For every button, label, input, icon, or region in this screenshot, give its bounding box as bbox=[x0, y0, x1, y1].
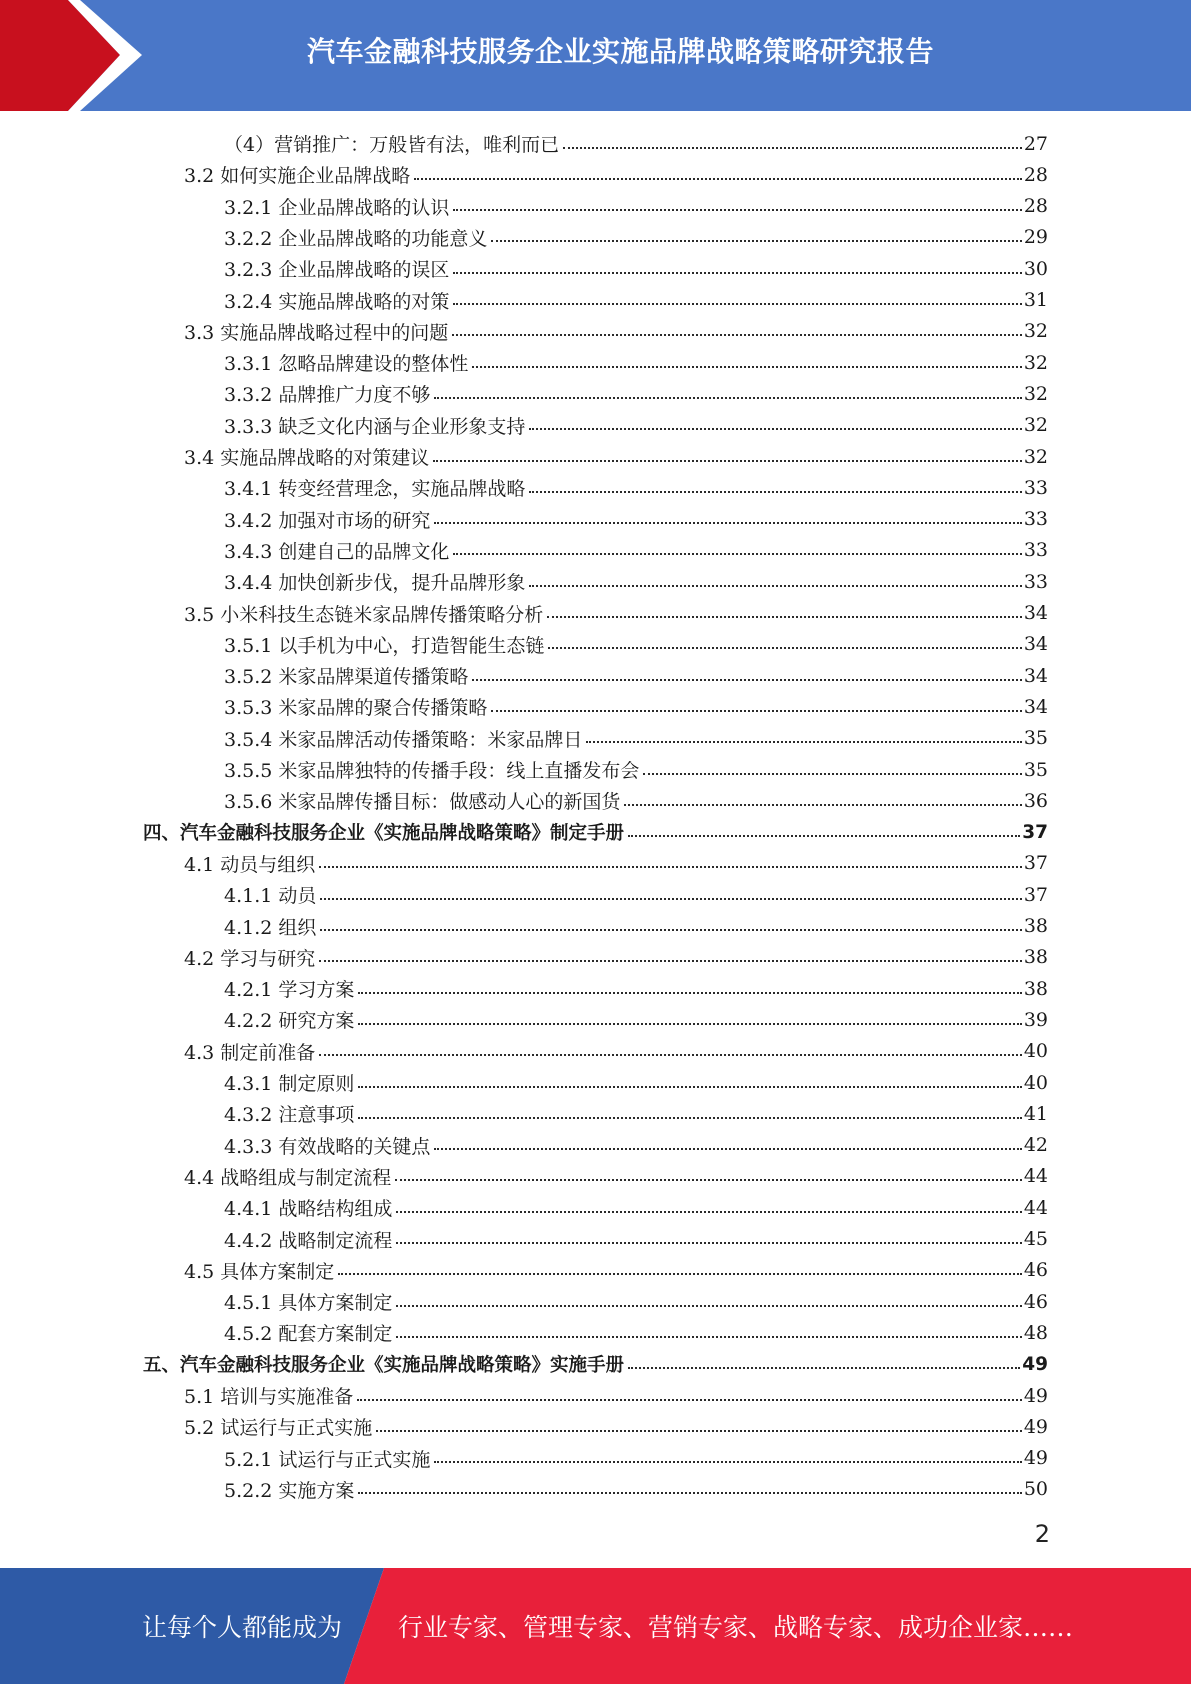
toc-entry-page: 50 bbox=[1023, 1478, 1048, 1501]
toc-entry-page: 37 bbox=[1023, 852, 1048, 875]
toc-entry[interactable] bbox=[224, 660, 1048, 691]
toc-entry[interactable] bbox=[184, 1255, 1048, 1286]
toc-entry[interactable] bbox=[224, 691, 1048, 722]
header-arrow-decoration bbox=[0, 0, 160, 111]
toc-entry[interactable] bbox=[184, 1411, 1048, 1442]
toc-entry-title: 3.3.2 品牌推广力度不够 bbox=[224, 384, 431, 407]
toc-entry-title: 3.2.4 实施品牌战略的对策 bbox=[224, 290, 450, 313]
footer-slogan-left: 让每个人都能成为 bbox=[142, 1613, 343, 1642]
toc-entry[interactable] bbox=[224, 1286, 1048, 1317]
toc-entry-page: 32 bbox=[1023, 320, 1048, 343]
toc-entry-page: 44 bbox=[1023, 1165, 1048, 1188]
toc-entry[interactable] bbox=[224, 378, 1048, 409]
toc-entry-page: 44 bbox=[1023, 1196, 1048, 1219]
toc-dot-leader bbox=[320, 928, 1021, 931]
toc-entry-title: 4.3.1 制定原则 bbox=[224, 1073, 355, 1095]
toc-dot-leader bbox=[358, 991, 1021, 994]
toc-entry[interactable] bbox=[224, 222, 1048, 253]
toc-entry-title: 4.4.1 战略结构组成 bbox=[224, 1198, 393, 1221]
toc-dot-leader bbox=[453, 271, 1021, 274]
toc-dot-leader bbox=[453, 208, 1021, 211]
toc-entry-page: 46 bbox=[1023, 1290, 1048, 1313]
toc-entry-page: 32 bbox=[1023, 445, 1048, 468]
toc-entry-title: 3.5.3 米家品牌的聚合传播策略 bbox=[224, 697, 488, 720]
toc-dot-leader bbox=[396, 1241, 1021, 1244]
toc-dot-leader bbox=[628, 834, 1020, 837]
toc-entry[interactable] bbox=[184, 1036, 1048, 1067]
toc-dot-leader bbox=[472, 365, 1021, 368]
toc-entry-title: 4.1.1 动员 bbox=[224, 885, 317, 908]
toc-dot-leader bbox=[358, 1491, 1021, 1494]
toc-dot-leader bbox=[452, 333, 1022, 336]
toc-dot-leader bbox=[547, 615, 1022, 618]
toc-entry[interactable] bbox=[224, 754, 1048, 785]
toc-entry-title: 3.4.3 创建自己的品牌文化 bbox=[224, 540, 450, 563]
toc-dot-leader bbox=[434, 521, 1021, 524]
toc-entry-page: 30 bbox=[1023, 257, 1048, 280]
toc-entry-title: 4.3 制定前准备 bbox=[184, 1041, 316, 1064]
toc-entry-title: 5.1 培训与实施准备 bbox=[184, 1386, 354, 1408]
footer-slogan-right: 行业专家、管理专家、营销专家、战略专家、成功企业家…… bbox=[398, 1613, 1074, 1642]
toc-entry-title: 五、汽车金融科技服务企业《实施品牌战略策略》实施手册 bbox=[143, 1355, 625, 1377]
toc-dot-leader bbox=[491, 709, 1021, 712]
toc-entry-page: 35 bbox=[1023, 727, 1048, 750]
toc-entry-title: 3.2.3 企业品牌战略的误区 bbox=[224, 259, 450, 282]
toc-entry[interactable] bbox=[224, 879, 1048, 910]
toc-entry[interactable] bbox=[143, 817, 1048, 848]
toc-entry[interactable] bbox=[224, 128, 1048, 159]
toc-entry-title: 3.5.4 米家品牌活动传播策略：米家品牌日 bbox=[224, 728, 583, 751]
toc-entry-title: 4.5.2 配套方案制定 bbox=[224, 1323, 393, 1346]
toc-entry[interactable] bbox=[224, 785, 1048, 816]
toc-dot-leader bbox=[453, 302, 1021, 305]
toc-entry-title: 5.2 试运行与正式实施 bbox=[184, 1417, 373, 1440]
toc-entry-page: 40 bbox=[1023, 1071, 1048, 1094]
toc-dot-leader bbox=[586, 740, 1021, 743]
toc-entry[interactable] bbox=[224, 1098, 1048, 1129]
toc-entry-title: 3.3 实施品牌战略过程中的问题 bbox=[184, 321, 449, 344]
report-title: 汽车金融科技服务企业实施品牌战略策略研究报告 bbox=[306, 35, 934, 68]
toc-dot-leader bbox=[320, 897, 1021, 900]
toc-entry-title: 3.4.2 加强对市场的研究 bbox=[224, 509, 431, 532]
toc-entry-title: 4.5 具体方案制定 bbox=[184, 1260, 335, 1283]
toc-entry[interactable] bbox=[224, 723, 1048, 754]
toc-dot-leader bbox=[357, 1398, 1022, 1401]
toc-entry-page: 38 bbox=[1023, 977, 1048, 1000]
toc-dot-leader bbox=[624, 803, 1021, 806]
toc-entry-page: 28 bbox=[1023, 163, 1048, 186]
toc-entry-title: 4.3.2 注意事项 bbox=[224, 1104, 355, 1127]
toc-entry-title: 四、汽车金融科技服务企业《实施品牌战略策略》制定手册 bbox=[143, 823, 625, 845]
toc-entry-title: 4.2.2 研究方案 bbox=[224, 1010, 355, 1033]
toc-entry[interactable] bbox=[224, 1192, 1048, 1223]
toc-entry[interactable] bbox=[224, 566, 1048, 597]
toc-dot-leader bbox=[433, 459, 1022, 462]
toc-entry-page: 45 bbox=[1023, 1228, 1048, 1250]
toc-entry-page: 31 bbox=[1023, 289, 1048, 311]
toc-entry-page: 42 bbox=[1023, 1134, 1048, 1157]
toc-entry[interactable] bbox=[224, 191, 1048, 222]
toc-entry[interactable] bbox=[224, 410, 1048, 441]
page-header bbox=[0, 0, 1191, 111]
toc-entry[interactable] bbox=[224, 1130, 1048, 1161]
toc-entry-page: 32 bbox=[1023, 382, 1048, 405]
toc-dot-leader bbox=[491, 239, 1021, 242]
toc-entry-page: 37 bbox=[1022, 821, 1048, 843]
toc-entry-title: 4.1.2 组织 bbox=[224, 916, 317, 939]
toc-entry-title: 3.4.4 加快创新步伐，提升品牌形象 bbox=[224, 572, 526, 595]
toc-entry[interactable] bbox=[184, 848, 1048, 879]
toc-entry-page: 36 bbox=[1023, 789, 1048, 812]
toc-entry[interactable] bbox=[224, 1443, 1048, 1474]
toc-entry[interactable] bbox=[224, 629, 1048, 660]
toc-entry[interactable] bbox=[224, 973, 1048, 1004]
toc-entry-page: 38 bbox=[1023, 915, 1048, 937]
toc-dot-leader bbox=[358, 1116, 1021, 1119]
toc-entry-title: 3.5 小米科技生态链米家品牌传播策略分析 bbox=[184, 603, 544, 626]
toc-dot-leader bbox=[453, 552, 1021, 555]
toc-entry[interactable] bbox=[224, 472, 1048, 503]
toc-entry[interactable] bbox=[224, 347, 1048, 378]
toc-entry[interactable] bbox=[184, 942, 1048, 973]
toc-entry-page: 33 bbox=[1023, 476, 1048, 499]
toc-dot-leader bbox=[376, 1429, 1022, 1432]
toc-dot-leader bbox=[396, 1210, 1021, 1213]
toc-entry[interactable] bbox=[184, 1380, 1048, 1411]
toc-dot-leader bbox=[472, 678, 1021, 681]
toc-entry-title: 4.3.3 有效战略的关键点 bbox=[224, 1135, 431, 1158]
toc-dot-leader bbox=[434, 396, 1021, 399]
toc-entry-title: 4.5.1 具体方案制定 bbox=[224, 1292, 393, 1315]
toc-dot-leader bbox=[396, 1304, 1021, 1307]
toc-entry[interactable] bbox=[224, 911, 1048, 942]
toc-dot-leader bbox=[563, 146, 1022, 149]
toc-entry-title: 3.3.3 缺乏文化内涵与企业形象支持 bbox=[224, 415, 526, 438]
toc-entry-title: 3.2.1 企业品牌战略的认识 bbox=[224, 196, 450, 219]
toc-dot-leader bbox=[358, 1022, 1021, 1025]
toc-entry-page: 39 bbox=[1023, 1008, 1048, 1031]
toc-entry-page: 49 bbox=[1022, 1353, 1048, 1375]
toc-dot-leader bbox=[529, 427, 1021, 430]
toc-entry-page: 49 bbox=[1023, 1415, 1048, 1438]
toc-entry-title: 3.4.1 转变经营理念，实施品牌战略 bbox=[224, 478, 526, 501]
page-number: 2 bbox=[1034, 1520, 1050, 1548]
toc-entry-page: 34 bbox=[1023, 602, 1048, 624]
toc-entry-page: 49 bbox=[1023, 1447, 1048, 1470]
toc-entry-page: 27 bbox=[1023, 132, 1048, 155]
toc-entry[interactable] bbox=[184, 598, 1048, 629]
toc-entry[interactable] bbox=[224, 253, 1048, 284]
toc-dot-leader bbox=[529, 490, 1021, 493]
toc-entry[interactable] bbox=[224, 1067, 1048, 1098]
toc-entry-page: 29 bbox=[1023, 226, 1048, 249]
toc-entry-page: 34 bbox=[1023, 633, 1048, 656]
toc-entry-title: 3.2.2 企业品牌战略的功能意义 bbox=[224, 227, 488, 250]
toc-entry-title: 3.3.1 忽略品牌建设的整体性 bbox=[224, 353, 469, 376]
toc-dot-leader bbox=[643, 772, 1021, 775]
toc-entry-page: 34 bbox=[1023, 695, 1048, 718]
toc-dot-leader bbox=[434, 1460, 1021, 1463]
toc-entry-title: 4.4 战略组成与制定流程 bbox=[184, 1166, 392, 1189]
toc-entry-page: 40 bbox=[1023, 1040, 1048, 1063]
toc-entry[interactable] bbox=[184, 441, 1048, 472]
toc-entry-page: 34 bbox=[1023, 664, 1048, 687]
toc-entry-title: 3.5.5 米家品牌独特的传播手段：线上直播发布会 bbox=[224, 760, 640, 782]
page-footer bbox=[0, 1568, 1191, 1684]
toc-entry-title: 5.2.2 实施方案 bbox=[224, 1479, 355, 1502]
toc-entry[interactable] bbox=[224, 504, 1048, 535]
toc-entry-title: 4.2 学习与研究 bbox=[184, 947, 316, 970]
toc-dot-leader bbox=[319, 1053, 1022, 1056]
toc-entry-page: 38 bbox=[1023, 946, 1048, 969]
toc-entry[interactable] bbox=[143, 1349, 1048, 1380]
toc-entry[interactable] bbox=[184, 316, 1048, 347]
toc-entry-page: 48 bbox=[1023, 1321, 1048, 1344]
toc-dot-leader bbox=[396, 1335, 1021, 1338]
toc-entry-title: （4）营销推广：万般皆有法，唯利而已 bbox=[224, 134, 560, 156]
toc-entry-page: 32 bbox=[1023, 414, 1048, 437]
toc-entry-title: 4.4.2 战略制定流程 bbox=[224, 1229, 393, 1252]
toc-dot-leader bbox=[338, 1272, 1022, 1275]
toc-entry-title: 3.4 实施品牌战略的对策建议 bbox=[184, 447, 430, 469]
toc-entry[interactable] bbox=[224, 1224, 1048, 1255]
toc-entry[interactable] bbox=[224, 1004, 1048, 1035]
toc-entry[interactable] bbox=[184, 1161, 1048, 1192]
toc-entry-page: 35 bbox=[1023, 758, 1048, 781]
toc-entry-title: 5.2.1 试运行与正式实施 bbox=[224, 1448, 431, 1471]
toc-dot-leader bbox=[434, 1147, 1021, 1150]
toc-entry-title: 3.5.2 米家品牌渠道传播策略 bbox=[224, 666, 469, 689]
toc-dot-leader bbox=[414, 177, 1022, 180]
toc-dot-leader bbox=[319, 959, 1022, 962]
toc-entry-page: 33 bbox=[1023, 570, 1048, 593]
toc-dot-leader bbox=[358, 1085, 1021, 1088]
toc-entry-title: 3.2 如何实施企业品牌战略 bbox=[184, 165, 411, 188]
toc-dot-leader bbox=[319, 865, 1022, 868]
toc-entry-page: 46 bbox=[1023, 1259, 1048, 1282]
toc-entry[interactable] bbox=[224, 1317, 1048, 1348]
toc-entry-page: 41 bbox=[1023, 1102, 1048, 1125]
toc-entry-title: 3.5.6 米家品牌传播目标：做感动人心的新国货 bbox=[224, 791, 621, 814]
toc-entry-page: 32 bbox=[1023, 351, 1048, 374]
toc-entry[interactable] bbox=[224, 1474, 1048, 1505]
toc-entry-page: 33 bbox=[1023, 508, 1048, 531]
toc-dot-leader bbox=[395, 1178, 1022, 1181]
toc-entry-title: 4.1 动员与组织 bbox=[184, 853, 316, 876]
toc-dot-leader bbox=[628, 1366, 1020, 1369]
toc-entry-page: 28 bbox=[1023, 195, 1048, 218]
toc-entry[interactable] bbox=[184, 159, 1048, 190]
toc-entry-title: 4.2.1 学习方案 bbox=[224, 979, 355, 1002]
toc-dot-leader bbox=[529, 584, 1021, 587]
toc-entry[interactable] bbox=[224, 285, 1048, 316]
toc-dot-leader bbox=[548, 646, 1021, 649]
toc-entry-page: 37 bbox=[1023, 883, 1048, 906]
toc-entry-page: 33 bbox=[1023, 539, 1048, 562]
toc-entry-title: 3.5.1 以手机为中心，打造智能生态链 bbox=[224, 634, 545, 657]
toc-entry-page: 49 bbox=[1023, 1384, 1048, 1407]
toc-entry[interactable] bbox=[224, 535, 1048, 566]
